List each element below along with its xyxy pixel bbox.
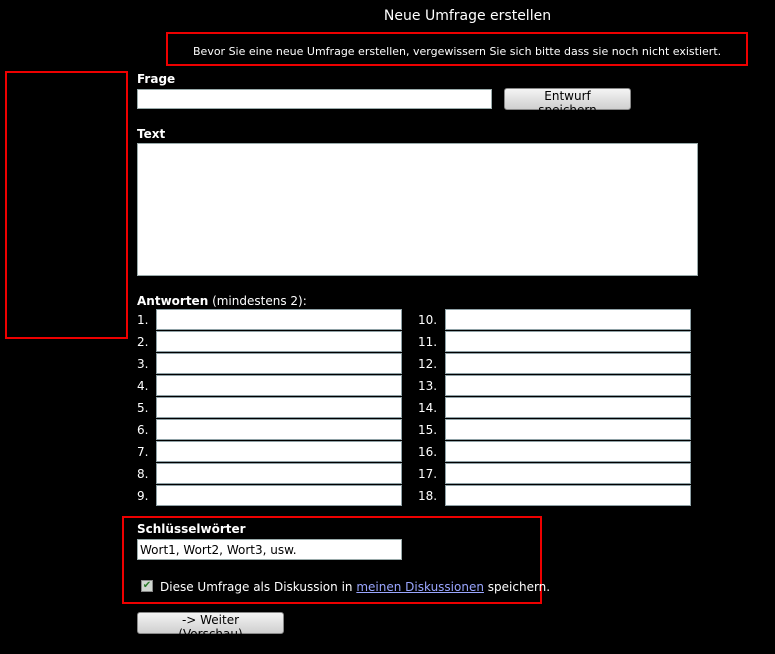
answer-number: 5.	[137, 401, 149, 415]
answer-number: 17.	[418, 467, 438, 481]
answer-input[interactable]	[156, 309, 402, 330]
answer-input[interactable]	[156, 375, 402, 396]
answers-hint: (mindestens 2):	[212, 294, 307, 308]
answer-input[interactable]	[156, 441, 402, 462]
answers-label: Antworten	[137, 294, 209, 308]
question-label: Frage	[137, 72, 176, 86]
notice-text: Bevor Sie eine neue Umfrage erstellen, vergewissern Sie sich bitte dass sie noch nicht existiert.	[193, 45, 722, 58]
question-input[interactable]	[137, 89, 492, 109]
answer-number: 6.	[137, 423, 149, 437]
answer-number: 7.	[137, 445, 149, 459]
my-discussions-link[interactable]: meinen Diskussionen	[356, 580, 484, 594]
answer-number: 13.	[418, 379, 438, 393]
answer-number: 15.	[418, 423, 438, 437]
answer-input[interactable]	[156, 331, 402, 352]
answer-input[interactable]	[156, 397, 402, 418]
next-preview-button[interactable]: -> Weiter (Vorschau)	[137, 612, 284, 634]
text-label: Text	[137, 127, 166, 141]
discussion-checkbox[interactable]	[141, 580, 153, 592]
page-title: Neue Umfrage erstellen	[383, 8, 552, 24]
answer-input[interactable]	[156, 419, 402, 440]
answer-input[interactable]	[156, 463, 402, 484]
answer-number: 8.	[137, 467, 149, 481]
answer-number: 9.	[137, 489, 149, 503]
answer-input[interactable]	[445, 375, 691, 396]
answers-heading	[137, 294, 307, 308]
keywords-label: Schlüsselwörter	[137, 522, 246, 536]
keywords-input[interactable]	[137, 539, 402, 560]
answer-number: 16.	[418, 445, 438, 459]
answer-number: 11.	[418, 335, 438, 349]
answer-input[interactable]	[445, 309, 691, 330]
answer-number: 10.	[418, 313, 438, 327]
answer-number: 2.	[137, 335, 149, 349]
answer-input[interactable]	[445, 463, 691, 484]
discussion-text-after: speichern.	[487, 580, 551, 594]
answer-number: 3.	[137, 357, 149, 371]
discussion-text-before: Diese Umfrage als Diskussion in	[160, 580, 353, 594]
discussion-text	[160, 580, 550, 594]
answer-input[interactable]	[445, 397, 691, 418]
answer-number: 4.	[137, 379, 149, 393]
answer-input[interactable]	[156, 353, 402, 374]
answer-number: 14.	[418, 401, 438, 415]
answer-input[interactable]	[445, 441, 691, 462]
save-draft-button[interactable]: Entwurf speichern	[504, 88, 631, 110]
answer-input[interactable]	[156, 485, 402, 506]
answer-input[interactable]	[445, 353, 691, 374]
answer-input[interactable]	[445, 419, 691, 440]
answer-number: 12.	[418, 357, 438, 371]
answer-input[interactable]	[445, 331, 691, 352]
checkmark-icon: ✔	[142, 580, 152, 591]
answer-number: 1.	[137, 313, 149, 327]
answer-number: 18.	[418, 489, 438, 503]
answer-input[interactable]	[445, 485, 691, 506]
text-textarea[interactable]	[137, 143, 698, 276]
sidebar-highlight-box	[5, 71, 128, 339]
